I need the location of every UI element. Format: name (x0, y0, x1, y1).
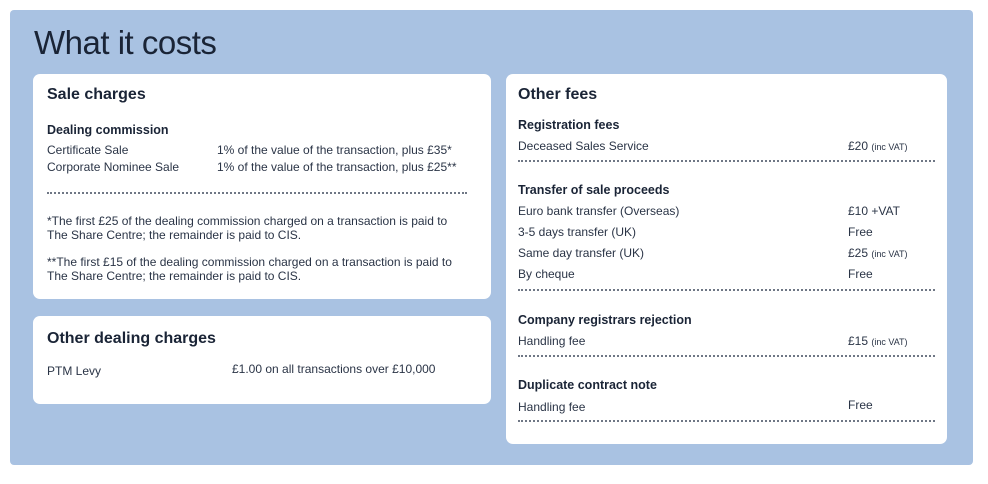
fee-label: Euro bank transfer (Overseas) (518, 204, 680, 218)
dotted-divider (518, 355, 935, 357)
fee-value: £1.00 on all transactions over £10,000 (232, 362, 436, 376)
fee-label: Corporate Nominee Sale (47, 160, 180, 174)
card-title: Sale charges (47, 86, 146, 103)
section-title: Company registrars rejection (518, 313, 692, 327)
fee-label: 3-5 days transfer (UK) (518, 225, 637, 239)
sale-charges-card (33, 74, 491, 299)
fee-value: Free (848, 398, 873, 412)
section-title: Dealing commission (47, 123, 169, 137)
page-title: What it costs (34, 24, 217, 61)
fee-value: Free (848, 267, 873, 281)
fee-label: Handling fee (518, 400, 586, 414)
dotted-divider (518, 289, 935, 291)
card-title: Other dealing charges (47, 330, 216, 347)
fee-label: Handling fee (518, 334, 586, 348)
other-fees-card (506, 74, 947, 444)
other-dealing-charges-card (33, 316, 491, 404)
fee-value: 1% of the value of the transaction, plus £25** (217, 160, 457, 174)
fee-label: Deceased Sales Service (518, 139, 649, 153)
dotted-divider (47, 192, 467, 194)
fee-value: £15 (inc VAT) (848, 334, 908, 348)
fee-label: Certificate Sale (47, 143, 129, 157)
fee-value: £20 (inc VAT) (848, 139, 908, 153)
fee-value: 1% of the value of the transaction, plus £35* (217, 143, 452, 157)
section-title: Transfer of sale proceeds (518, 183, 670, 197)
section-title: Duplicate contract note (518, 378, 657, 392)
section-title: Registration fees (518, 118, 620, 132)
footnote: *The first £25 of the dealing commission charged on a transaction is paid to The Share Centre; the remainder is paid to CIS. (47, 214, 448, 242)
footnote: **The first £15 of the dealing commission charged on a transaction is paid to The Share Centre; the remainder is paid to CIS. (47, 255, 452, 283)
fee-label: PTM Levy (47, 364, 102, 378)
fee-value: £10 +VAT (848, 204, 900, 218)
dotted-divider (518, 420, 935, 422)
fee-label: Same day transfer (UK) (518, 246, 645, 260)
card-title: Other fees (518, 86, 598, 103)
dotted-divider (518, 160, 935, 162)
fee-label: By cheque (518, 267, 575, 281)
fee-value: £25 (inc VAT) (848, 246, 908, 260)
fee-value: Free (848, 225, 873, 239)
